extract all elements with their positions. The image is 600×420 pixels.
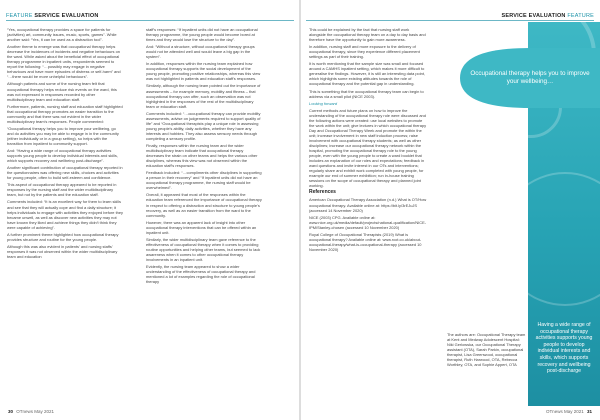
reference-item: NICE (2003) CPG. Available online at: www.nice.org.uk/media/default/projects/national-qualification/NICE-IPM/Stanley-chosen (accessed 10 November 2020): [309, 214, 427, 230]
left-header-section: FEATURE: [6, 13, 33, 19]
body-paragraph: Current methods and future plans on how to improve the understanding of the occupational therapy role were discussed and the following actions were created: use local websites to promote the work within the unit; give lectures in which occupational therapy Day and Occupational Therapy Week and promote the within the unit; increase involvement in new staff induction process; raise involvement with occupational therapy students; as well as other disciplines; increase our occupational therapy network within the hospital, promoting the occupational therapy role to the young people, even with the young people to create a ward booklet that includes an explanation of our roles and expectations; feedback in ward questions and invite interest in our OTs and interventions; regularly share and exhibit work completed with young people, for example our end of summer exhibition; run in-house training sessions on the scope of occupational therapy and planned joint working.: [309, 107, 427, 189]
body-paragraph: However, there was an apparent lack of insight into other occupational therapy interventions that can be offered within an inpatient unit.: [146, 219, 257, 235]
left-page-number: 30: [8, 409, 14, 414]
body-paragraph: This aspect of occupational therapy appeared to be reported in responses by the nursing staff and the wider multidisciplinary team, but not by the patients and the education staff.: [7, 182, 117, 198]
author-credits: The authors are: Occupational Therapy team at Kent and Medway Adolescent Hospital: Niki Gerlowska, our Occupational Therapy assistant (OTA), Sarah Parkin, occupational therapist, Lisa Greenwood, occupational therapist, Ruth Harwood, OTA, Rebecca Worthley, OTA, and Sophie Appert, OTA: [447, 332, 526, 368]
right-page-number: 31: [586, 409, 592, 414]
right-column-1: [309, 27, 427, 254]
body-paragraph: Evidently, the nursing team appeared to show a wider understanding of the effectiveness of occupational therapy and mentioned a lot of examples regarding the role of occupational therapy: [146, 264, 256, 285]
decorative-circle: [528, 172, 600, 306]
reference-item: Royal College of Occupational Therapists (2019) What is occupational therapy? Available online at: www.rcot.co.uk/about-occupational-therapy/what-is-occupational-therapy (accessed 10 November 2020): [309, 231, 422, 252]
left-header-rule: [6, 20, 294, 21]
right-header-rule: [306, 20, 594, 21]
body-paragraph: Another theme to emerge was that occupational therapy helps decrease the incidences of incidents and negative behaviours on the ward. While asked about the beneficial effect of occupational therapy programme in inpatient units, respondents seemed to report the following: “…possibly may engage in negative behaviours and have more episodes of distress or self-harm” and “…there would be more unhelpful behaviours”.: [7, 44, 121, 80]
body-paragraph: Feedback included: “…compliments other disciplines in supporting a person in their recovery” and “If inpatient units did not have an occupational therapy programme, the nursing staff would be overwhelmed”.: [146, 170, 262, 191]
right-footer-issue: OTnews May 2021: [545, 409, 584, 414]
left-header-topic: SERVICE EVALUATION: [34, 13, 99, 19]
body-paragraph: In addition, nursing staff and more exposure to the delivery of occupational therapy, since they experience different placement settings as part of their training.: [309, 44, 420, 60]
body-paragraph: “Occupational therapy helps you to improve your wellbeing, go and do activities you may be able to engage in in the community (either individually or in a group setting), so helps with the transition from inpatient to community support.: [7, 125, 119, 146]
left-column-1: [7, 27, 123, 261]
references-heading: References: [309, 189, 336, 196]
body-paragraph: Although patients and some of the nursing team felt that occupational therapy helps reduce risk events on the ward, this was not expressed in responses recorded by other multidisciplinary team and education staff.: [7, 81, 117, 102]
body-paragraph: And: “Having a wide range of occupational therapy activities supports young people to develop individual interests and skills, which supports recovery and wellbeing post-discharge”.: [7, 148, 118, 164]
body-paragraph: Although this was also evident in patients' and nursing staffs' responses it was not observed within the wider multidisciplinary team and education: [7, 243, 118, 259]
right-page: [300, 0, 600, 420]
body-paragraph: And: “Without a structure, without occupational therapy groups would not be attended well and would leave a big gap in the system”.: [146, 44, 255, 60]
reference-item: American Occupational Therapy Association (n.d.) What is OT/How occupational therapy. Available online at: https://bit.ly/3rEJuJS (accessed 14 November 2020): [309, 197, 427, 213]
body-paragraph: Furthermore, patients, nursing staff and education staff highlighted that occupational therapy promotes an easier transition to the community and that there was not evident in the wider multidisciplinary team's responses. People commented:: [7, 103, 123, 124]
pull-quote-1: Occupational therapy helps you to improve your wellbeing…: [470, 70, 590, 86]
subheading: Looking forward: [309, 100, 338, 106]
body-paragraph: Comments included: “It is an excellent way for them to learn skills and see that they will actually cope and find a daily structure; it helps individuals to engage with activities they enjoyed before they became unwell, as well as discover new activities they may not have known they liked and achieve things they didn't think they were capable of achieving”.: [7, 199, 124, 230]
left-column-2: [146, 27, 262, 286]
left-footer-issue: OTnews May 2021: [16, 409, 55, 414]
body-paragraph: Comments included: “…occupational therapy can provide mobility assessments, advise on judgements required to support quality of life” and “Occupational therapists play a unique role in assessing young people's ability, daily activities, whether they have any interests and hobbies. They also assess sensory needs through completing a sensory profile.: [146, 110, 261, 141]
body-paragraph: A further prominent theme highlighted how occupational therapy provides structure and routine for the young people.: [7, 231, 119, 242]
pull-quote-2: Having a wide range of occupational therapy activities supports young people to develop individual interests and skills, which supports recovery and wellbeing post-discharge: [535, 322, 593, 375]
right-header-section: FEATURE: [567, 13, 594, 19]
body-paragraph: Another significant contribution of occupational therapy reported in the questionnaires was offering new skills, choices and activities for young people, often to build self-esteem and confidence.: [7, 165, 123, 181]
left-footer: [8, 409, 54, 414]
body-paragraph: In addition, responses within the nursing team explained how occupational therapy supports the social development of the young people, promoting positive relationships, whereas this view was not highlighted in patients and education staff's responses.: [146, 61, 261, 82]
body-paragraph: It is worth mentioning that the sample size was small and focused around a CAMHS inpatient setting, which makes it more difficult to generalise the findings. However, it is still an interesting data point, which highlights some existing attitudes towards the role of occupational therapy and the potential gap in understanding.: [309, 61, 426, 87]
left-page-header: [6, 13, 99, 19]
right-header-topic: SERVICE EVALUATION: [501, 13, 566, 19]
body-paragraph: Similarly, the wider multidisciplinary team gave reference to the effectiveness of occupational therapy when it comes to providing routine opportunities and helping other teams, but seemed to lack awareness when it comes to other occupational therapy involvements in an inpatient unit.: [146, 236, 261, 262]
body-paragraph: Overall, it appeared that most of the responses within the education team referenced the importance of occupational therapy in respect to offering a distraction and structure to young people's recovery, as well as an easier transition from the ward to the community.: [146, 192, 262, 218]
body-paragraph: This could be explained by the fact that nursing staff work alongside the occupational therapy team on a day to day basis and therefore have the opportunity to gain more awareness.: [309, 27, 426, 43]
body-paragraph: Finally, responses within the nursing team and the wider multidisciplinary team indicate that occupational therapy decreases the strain on other teams and helps the various other disciplines, whereas this view was not observed within the education staff's responses.: [146, 142, 258, 169]
body-paragraph: staff's responses: “If inpatient units did not have an occupational therapy programme, the young people would become bored at times and they would lose the structure to the day”.: [146, 27, 258, 43]
right-footer: [546, 409, 592, 414]
body-paragraph: This is something that the occupational therapy team can begin to address via a small pilot (NICE 2003).: [309, 88, 424, 99]
body-paragraph: Similarly, although the nursing team pointed out the importance of assessments – for example memory, mobility and fitness – that occupational therapy can offer, such an observation was not highlighted in the responses of the rest of the multidisciplinary team or education staff.: [146, 83, 261, 109]
right-page-header: [501, 13, 594, 19]
body-paragraph: “Yes, occupational therapy provides a space for patients for (activities) art, community issues, music, sports, games”. While another said: “Yes, it can be used as a distraction tool”.: [7, 27, 117, 43]
